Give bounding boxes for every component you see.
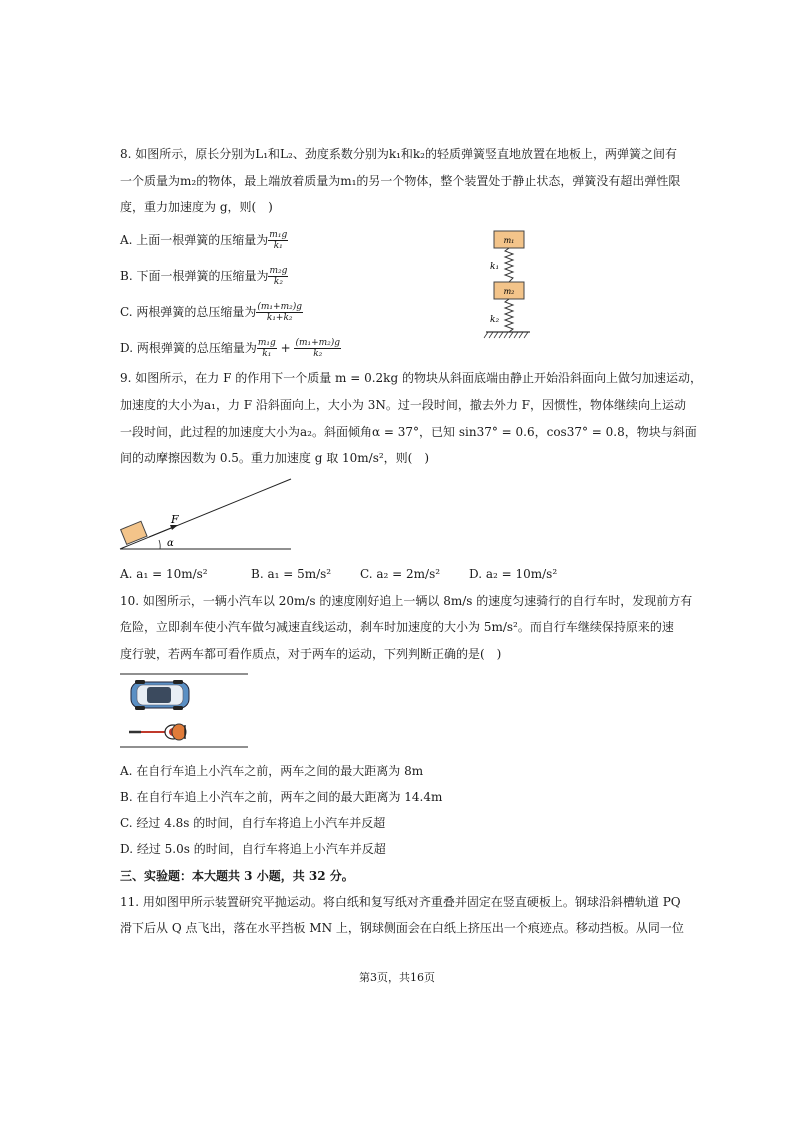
q10-option-b[interactable]: B. 在自行车追上小汽车之前，两车之间的最大距离为 14.4m xyxy=(120,790,443,804)
q10-option-a[interactable]: A. 在自行车追上小汽车之前，两车之间的最大距离为 8m xyxy=(120,764,424,778)
q8-option-c-fraction: $\frac{\text{(m₁+m₂)g}}{\text{k₁+k₂}}$ xyxy=(257,302,302,323)
q10-option-c[interactable]: C. 经过 4.8s 的时间，自行车将追上小汽车并反超 xyxy=(120,816,386,830)
q8-line-3: 度，重力加速度为 g，则( ) xyxy=(120,200,273,214)
floor-hatching xyxy=(484,332,528,338)
q9-option-a[interactable]: A. a₁ = 10m/s² xyxy=(120,567,208,581)
q8-option-d[interactable] xyxy=(120,338,341,359)
q10-line-1: 10. 如图所示，一辆小汽车以 20m/s 的速度刚好追上一辆以 8m/s 的速度匀速骑行的自行车时，发现前方有 xyxy=(120,594,693,608)
q8-option-b-text: B. 下面一根弹簧的压缩量为 xyxy=(120,268,269,283)
q9-line-4: 间的动摩擦因数为 0.5。重力加速度 g 取 10m/s²，则( ) xyxy=(120,451,430,465)
q8-option-b-fraction: $\frac{\text{m₂g}}{\text{k₂}}$ xyxy=(269,266,288,287)
q11-line-2: 滑下后从 Q 点飞出，落在水平挡板 MN 上，钢球侧面会在白纸上挤压出一个痕迹点。移动挡板。从同一位 xyxy=(120,921,684,935)
incline-line xyxy=(120,479,291,549)
q9-option-b[interactable]: B. a₁ = 5m/s² xyxy=(251,567,332,581)
block-on-incline xyxy=(121,521,147,544)
q8-line-2: 一个质量为m₂的物体，最上端放着质量为m₁的另一个物体，整个装置处于静止状态，弹簧没有超出弹性限 xyxy=(120,174,681,188)
q10-road-figure xyxy=(115,670,255,752)
q10-line-3: 度行驶，若两车都可看作质点，对于两车的运动，下列判断正确的是( ) xyxy=(120,647,502,661)
angle-arc xyxy=(159,540,160,549)
spring-k1 xyxy=(505,248,513,282)
q10-line-2: 危险，立即刹车使小汽车做匀减速直线运动，刹车时加速度的大小为 5m/s²。而自行车继续保持原来的速 xyxy=(120,620,674,634)
q8-option-a[interactable] xyxy=(120,230,288,251)
q9-line-1: 9. 如图所示，在力 F 的作用下一个质量 m = 0.2kg 的物块从斜面底端由静止开始沿斜面向上做匀加速运动， xyxy=(120,371,702,385)
spring-k2 xyxy=(505,299,513,332)
q8-option-c[interactable] xyxy=(120,302,303,323)
q9-incline-figure xyxy=(115,476,300,556)
q11-line-1: 11. 用如图甲所示装置研究平抛运动。将白纸和复写纸对齐重叠并固定在竖直硬板上。钢球沿斜槽轨道 PQ xyxy=(120,895,681,909)
label-k1: k₁ xyxy=(490,262,500,272)
q8-line-1: 8. 如图所示，原长分别为L₁和L₂、劲度系数分别为k₁和k₂的轻质弹簧竖直地放置在地板上，两弹簧之间有 xyxy=(120,147,677,161)
q8-option-c-text: C. 两根弹簧的总压缩量为 xyxy=(120,304,257,319)
q8-option-d-text: D. 两根弹簧的总压缩量为 xyxy=(120,340,257,355)
q9-line-2: 加速度的大小为a₁，力 F 沿斜面向上，大小为 3N。过一段时间，撤去外力 F，因惯性，物体继续向上运动 xyxy=(120,398,687,412)
q9-line-3: 一段时间，此过程的加速度大小为a₂。斜面倾角α = 37°，已知 sin37° = 0.6，cos37° = 0.8，物块与斜面 xyxy=(120,425,697,439)
q8-option-b[interactable] xyxy=(120,266,288,287)
q8-spring-figure xyxy=(478,226,538,344)
label-m1: m₁ xyxy=(503,236,515,245)
car-icon xyxy=(131,680,189,710)
q10-option-d[interactable]: D. 经过 5.0s 的时间，自行车将追上小汽车并反超 xyxy=(120,842,386,856)
q8-option-d-fraction-2: $\frac{\text{(m₁+m₂)g}}{\text{k₂}}$ xyxy=(295,338,341,359)
label-k2: k₂ xyxy=(490,315,500,325)
page-footer: 第3页，共16页 xyxy=(359,971,435,984)
q8-option-d-plus: + xyxy=(280,340,291,355)
bicycle-icon xyxy=(129,724,186,740)
q9-option-c[interactable]: C. a₂ = 2m/s² xyxy=(360,567,441,581)
section-3-heading: 三、实验题：本大题共 3 小题，共 32 分。 xyxy=(120,869,354,883)
q8-option-a-text: A. 上面一根弹簧的压缩量为 xyxy=(120,232,269,247)
q8-option-a-fraction: $\frac{\text{m₁g}}{\text{k₁}}$ xyxy=(269,230,288,251)
q8-option-d-fraction-1: $\frac{\text{m₁g}}{\text{k₁}}$ xyxy=(257,338,276,359)
label-F: F xyxy=(171,513,179,526)
q9-option-d[interactable]: D. a₂ = 10m/s² xyxy=(469,567,558,581)
label-m2: m₂ xyxy=(503,287,515,296)
label-alpha: α xyxy=(167,538,174,549)
